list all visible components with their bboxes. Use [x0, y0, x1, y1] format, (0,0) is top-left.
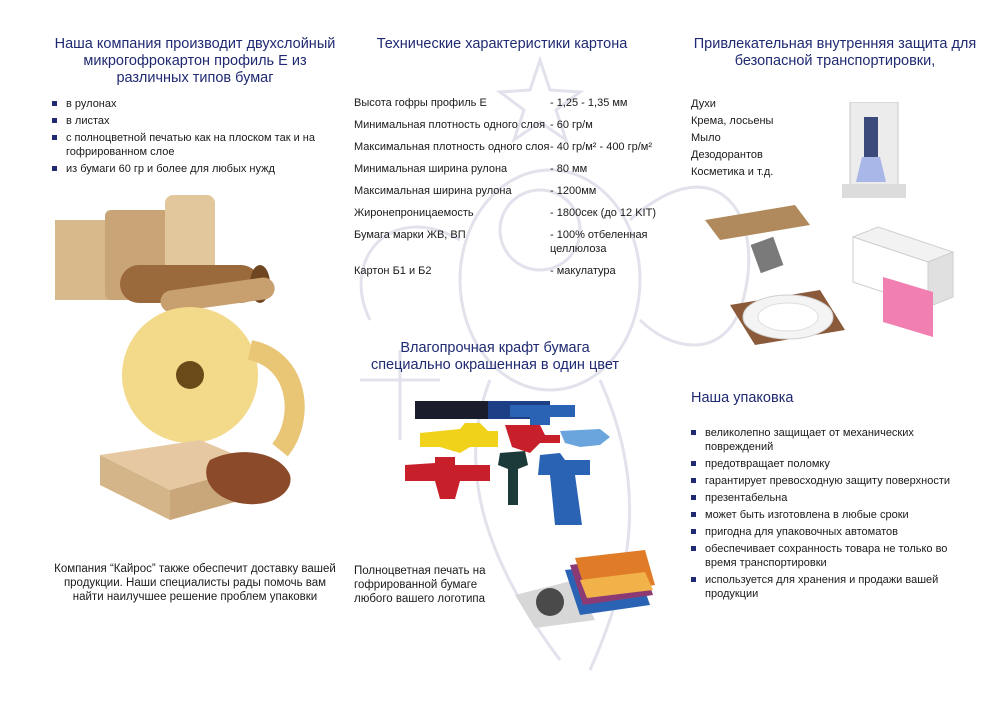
spec-value: - 40 гр/м² - 400 гр/м² — [550, 141, 653, 153]
spec-value: - 1,25 - 1,35 мм — [550, 97, 628, 109]
list-item: Духи — [691, 98, 716, 110]
list-item: может быть изготовлена в любые сроки — [691, 508, 981, 522]
table-row — [354, 206, 674, 220]
table-row — [354, 96, 674, 110]
specs-title: Технические характеристики картона — [376, 36, 628, 52]
delivery-caption: Компания “Кайрос” также обеспечит доставку вашей продукции. Наши специалисты рады помочь вам найти наилучшее решение проблем упаковки — [54, 563, 336, 603]
spec-name: Жиронепроницаемость — [354, 207, 474, 219]
spec-value: - 80 мм — [550, 163, 588, 175]
print-caption: Полноцветная печать на гофрированной бумаге любого вашего логотипа — [354, 565, 486, 605]
spec-name: Минимальная ширина рулона — [354, 163, 508, 175]
kraft-paper-rolls-photo — [50, 190, 320, 530]
table-row — [354, 162, 674, 176]
list-item: презентабельна — [691, 491, 981, 505]
table-row — [354, 264, 674, 278]
packaging-benefits-list — [691, 426, 981, 604]
spec-value: - 60 гр/м — [550, 119, 593, 131]
spec-name: Максимальная ширина рулона — [354, 185, 512, 197]
list-item: в листах — [52, 114, 342, 128]
specs-table — [354, 96, 674, 286]
list-item: из бумаги 60 гр и более для любых нужд — [52, 162, 342, 176]
list-item: пригодна для упаковочных автоматов — [691, 525, 981, 539]
spec-value: - макулатура — [550, 265, 616, 277]
list-item: с полноцветной печатью как на плоском так и на гофрированном слое — [52, 131, 342, 159]
packaging-title: Наша упаковка — [691, 390, 794, 406]
list-item: обеспечивает сохранность товара не только во время транспортировки — [691, 542, 981, 570]
spec-name: Высота гофры профиль Е — [354, 97, 487, 109]
spec-name: Картон Б1 и Б2 — [354, 265, 432, 277]
table-row — [354, 228, 674, 256]
spec-value: - 100% отбеленная целлюлоза — [550, 229, 648, 255]
perfume-insert-photo — [842, 102, 912, 202]
list-item: Дезодорантов — [691, 149, 763, 161]
spec-value: - 1800сек (до 12 KIT) — [550, 207, 656, 219]
list-item: используется для хранения и продажи вашей продукции — [691, 573, 981, 601]
table-row — [354, 184, 674, 198]
list-item: Косметика и т.д. — [691, 166, 774, 178]
list-item: Крема, лосьены — [691, 115, 774, 127]
table-row — [354, 118, 674, 132]
list-item: Мыло — [691, 132, 721, 144]
protection-title: Привлекательная внутренняя защита для безопасной транспортировки, — [693, 36, 977, 69]
list-item: великолепно защищает от механических повреждений — [691, 426, 981, 454]
list-item: гарантирует превосходную защиту поверхности — [691, 474, 981, 488]
cardboard-packaging-photo — [700, 195, 850, 365]
spec-name: Бумага марки ЖВ, ВП — [354, 229, 466, 241]
protected-products-list — [691, 96, 841, 181]
kraft-paper-title: Влагопрочная крафт бумага специально окрашенная в один цвет — [370, 340, 620, 373]
colored-cardboard-cutouts-photo — [400, 395, 630, 535]
spec-value: - 1200мм — [550, 185, 597, 197]
left-feature-list — [52, 97, 342, 179]
printed-corrugated-samples-photo — [505, 550, 655, 630]
list-item: предотвращает поломку — [691, 457, 981, 471]
spec-name: Максимальная плотность одного слоя — [354, 141, 550, 153]
list-item: в рулонах — [52, 97, 342, 111]
spec-name: Минимальная плотность одного слоя — [354, 119, 546, 131]
cosmetic-boxes-photo — [848, 222, 958, 342]
left-column-title: Наша компания производит двухслойный микрогофрокартон профиль Е из различных типов бумаг — [54, 36, 336, 86]
table-row — [354, 140, 674, 154]
